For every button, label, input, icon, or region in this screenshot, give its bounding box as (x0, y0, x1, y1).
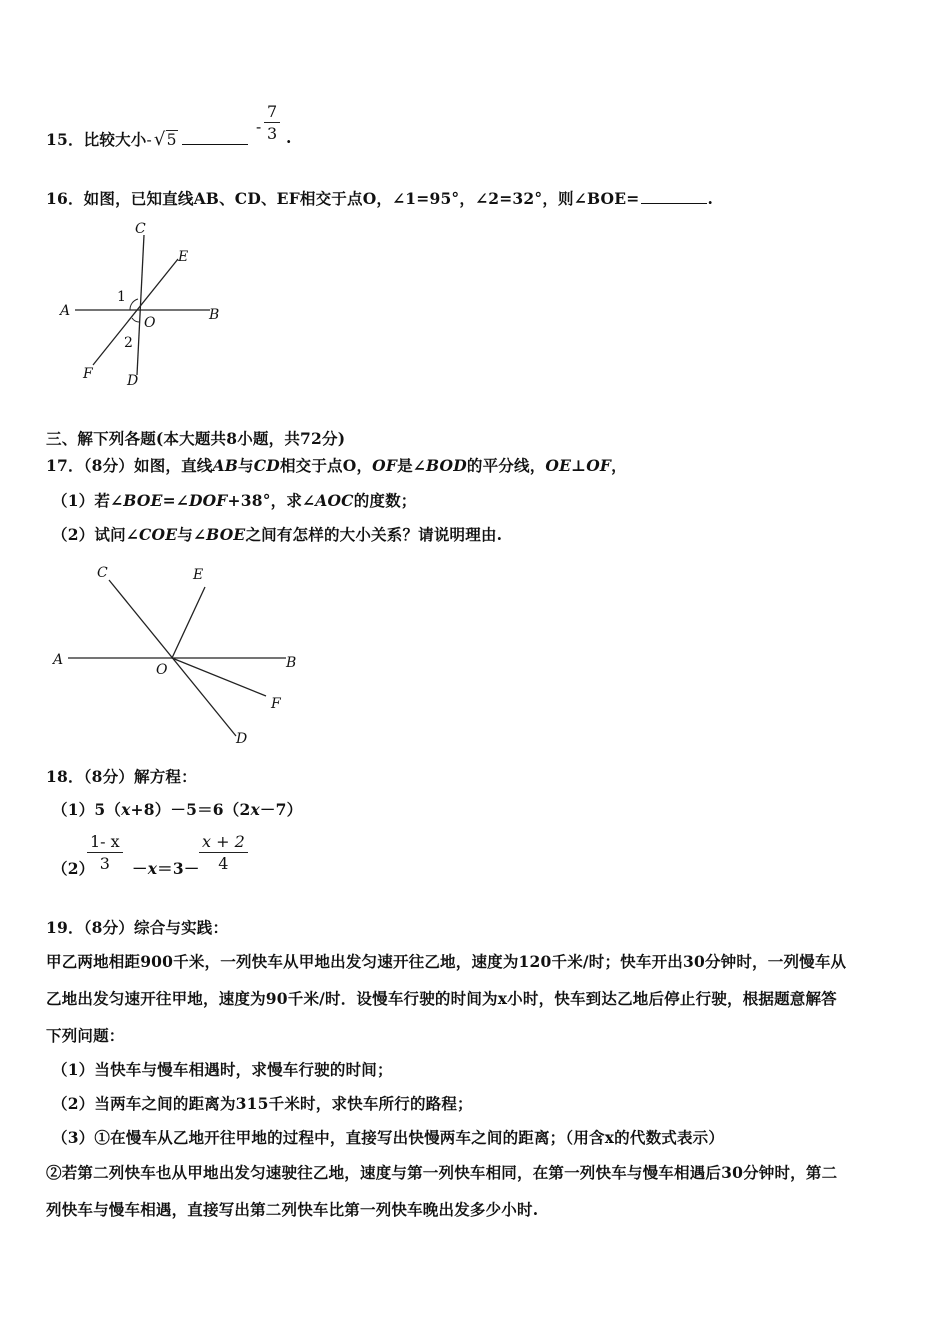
label-b: B (209, 307, 220, 323)
section-3-title: 三、解下列各题(本大题共8小题，共72分) (46, 429, 346, 448)
fraction-denominator: 4 (218, 854, 229, 873)
fraction-denominator: 3 (99, 854, 110, 873)
fraction-numerator: x + 2 (202, 832, 245, 851)
variable: x (121, 800, 131, 819)
question-16 (46, 187, 713, 209)
period: . (707, 189, 714, 208)
figure-17 (48, 560, 308, 755)
question-19: 19．（8分）综合与实践： (46, 918, 229, 937)
radicand: 5 (166, 131, 177, 149)
sqrt-expression (154, 131, 178, 149)
answer-blank (641, 189, 707, 204)
ray-oe (172, 587, 205, 658)
segment-label: OF (372, 456, 398, 475)
segment-label: CD (253, 456, 280, 475)
text: ＝3－ (157, 859, 200, 878)
label-f: F (271, 696, 281, 712)
text: +38°，求∠ (227, 491, 316, 510)
text: （1）5（ (52, 800, 122, 819)
text: － (132, 859, 148, 878)
question-19-line-1: 甲乙两地相距900千米，一列快车从甲地出发匀速开往乙地，速度为120千米/时；快车开出30分钟时，一列慢车从 (46, 952, 847, 971)
label-o: O (156, 662, 168, 678)
label-e: E (193, 567, 204, 583)
question-19-line-2: 乙地出发匀速开往甲地，速度为90千米/时．设慢车行驶的时间为x小时，快车到达乙地后停止行驶，根据题意解答 (46, 989, 837, 1008)
question-number: 15． (46, 130, 84, 149)
fraction-numerator: 7 (267, 102, 278, 121)
figure-16 (50, 215, 240, 395)
label-d: D (236, 731, 248, 747)
label-a: A (53, 652, 64, 668)
text: 与∠ (177, 525, 207, 544)
line-ef (93, 259, 178, 365)
label-angle-2: 2 (124, 335, 133, 351)
minus-sign: - (256, 118, 262, 136)
question-17 (46, 454, 627, 476)
question-18: 18．（8分）解方程： (46, 767, 197, 786)
angle-1-arc (130, 299, 138, 310)
text: 相交于点O， (279, 456, 373, 475)
question-19-part-3: （3）①在慢车从乙地开往甲地的过程中，直接写出快慢两车之间的距离；（用含x的代数式表示） (52, 1128, 725, 1147)
text: （2）试问∠ (52, 525, 139, 544)
fraction-bar (264, 122, 280, 123)
text: －7） (259, 800, 303, 819)
text: =∠ (162, 491, 189, 510)
angle-label: COE (138, 525, 178, 544)
label-c: C (97, 565, 108, 581)
period: . (286, 128, 292, 147)
variable: x (250, 800, 260, 819)
angle-label: BOE (123, 491, 163, 510)
label-e: E (178, 249, 189, 265)
question-17-part-2 (52, 523, 502, 545)
ray-of (172, 658, 266, 696)
question-18-eq-2-middle (132, 857, 200, 879)
question-18-eq-1 (52, 798, 302, 820)
angle-label: DOF (188, 491, 228, 510)
label-d: D (127, 373, 139, 389)
label-angle-1: 1 (117, 289, 126, 305)
fraction-7-3 (264, 102, 280, 143)
fraction-denominator: 3 (267, 124, 278, 143)
segment-label: OF (586, 456, 612, 475)
minus-sign: - (146, 131, 152, 149)
question-stem: 17．（8分）如图，直线 (46, 456, 213, 475)
perp-symbol: ⊥ (571, 456, 587, 475)
fraction-numerator: 1- x (90, 832, 120, 851)
question-stem: 16．如图，已知直线AB、CD、EF相交于点O，∠1=95°，∠2=32°，则∠BOE= (46, 189, 640, 208)
text: 与 (238, 456, 254, 475)
question-19-part-1: （1）当快车与慢车相遇时，求慢车行驶的时间； (52, 1060, 393, 1079)
text: 之间有怎样的大小关系？请说明理由. (245, 525, 503, 544)
variable: x (147, 859, 158, 878)
segment-label: OE (545, 456, 572, 475)
fraction-bar (87, 852, 123, 853)
fraction-x-plus-2-over-4 (199, 832, 248, 873)
fraction-1-minus-x-over-3 (87, 832, 123, 873)
question-19-part-4-line-1: ②若第二列快车也从甲地出发匀速驶往乙地，速度与第一列快车相同，在第一列快车与慢车相遇后30分钟时，第二 (46, 1163, 838, 1182)
question-15 (46, 128, 248, 150)
question-19-line-3: 下列问题： (46, 1026, 125, 1045)
label-b: B (286, 655, 297, 671)
sqrt-sign: √ (153, 129, 166, 150)
segment-label: AB (212, 456, 239, 475)
angle-label: BOD (425, 456, 467, 475)
label-f: F (83, 366, 93, 382)
angle-2-arc (132, 318, 139, 322)
question-17-part-1 (52, 489, 417, 511)
text: 的平分线， (466, 456, 546, 475)
text: （1）若∠ (52, 491, 124, 510)
question-19-part-2: （2）当两车之间的距离为315千米时，求快车所行的路程； (52, 1094, 473, 1113)
label-c: C (135, 221, 146, 237)
text: +8）－5＝6（2 (130, 800, 251, 819)
fraction-bar (199, 852, 248, 853)
text: 是∠ (397, 456, 426, 475)
label-a: A (60, 303, 71, 319)
question-stem: 比较大小 (83, 130, 147, 149)
angle-label: BOE (206, 525, 246, 544)
angle-label: AOC (315, 491, 354, 510)
question-18-eq-2-label: （2） (52, 859, 95, 878)
text: 的度数； (353, 491, 417, 510)
answer-blank (182, 130, 248, 145)
text: ， (611, 456, 627, 475)
question-19-part-4-line-2: 列快车与慢车相遇，直接写出第二列快车比第一列快车晚出发多少小时. (46, 1200, 539, 1219)
label-o: O (144, 315, 156, 331)
